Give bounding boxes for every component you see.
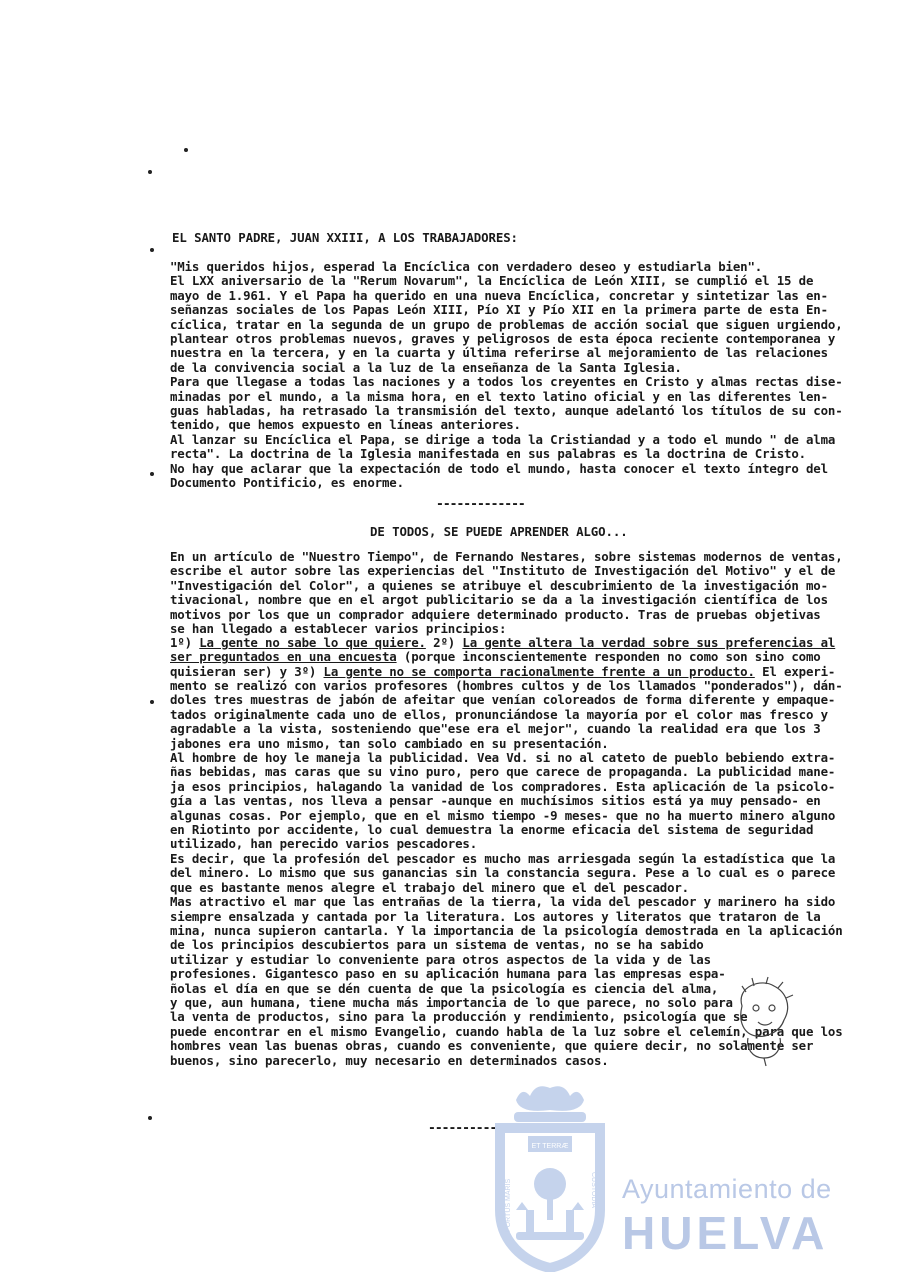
text-line: ñas bebidas, mas caras que su vino puro, pero que carece de propaganda. La publicidad mane-	[170, 764, 836, 780]
text-line: "Mis queridos hijos, esperad la Encíclica con verdadero deseo y estudiarla bien".	[170, 259, 763, 274]
text-line: tivacional, nombre que en el argot publicitario se da a la investigación científica de los	[170, 592, 828, 608]
text-line: No hay que aclarar que la expectación de todo el mundo, hasta conocer el texto íntegro del	[170, 460, 828, 476]
shield-text-top: ET TERRÆ	[531, 1143, 569, 1150]
speck-mark	[184, 148, 188, 152]
watermark-line-2: HUELVA	[622, 1207, 829, 1259]
text-line: de la convivencia social a la luz de la enseñanza de la Santa Iglesia.	[170, 359, 682, 375]
text-line: Para que llegase a todas las naciones y a todos los creyentes en Cristo y almas rectas dise-	[170, 374, 843, 390]
speck-mark	[148, 170, 152, 174]
text-line: y que, aun humana, tiene mucha más importancia de lo que parece, no solo para	[170, 994, 733, 1010]
text-line: plantear otros problemas nuevos, graves y peligrosos de esta época reciente contemporanea y	[170, 331, 836, 347]
text-line: profesiones. Gigantesco paso en su aplicación humana para las empresas espa-	[170, 966, 726, 982]
text-line: cíclica, tratar en la segunda de un grupo de problemas de acción social que siguen urgiendo,	[170, 316, 843, 332]
article-block-ventas	[170, 549, 843, 637]
text-line: utilizado, han perecido varios pescadores.	[170, 836, 478, 852]
text-line: Al hombre de hoy le maneja la publicidad. Vea Vd. si no al cateto de pueblo bebiendo extra-	[170, 750, 836, 766]
text-line: jabones era uno mismo, tan solo cambiado en su presentación.	[170, 735, 609, 751]
separator-line: -------------	[436, 497, 525, 512]
text-line: gía a las ventas, nos lleva a pensar -aunque en muchísimos sitios está ya muy pensado- en	[170, 793, 821, 809]
text-line: motivos por los que un comprador adquiere determinado producto. Tras de pruebas objetivas	[170, 606, 821, 622]
text-line: la venta de productos, sino para la producción y rendimiento, psicología que se	[170, 1009, 748, 1025]
text-line: puede encontrar en el mismo Evangelio, cuando habla de la luz sobre el celemín, para que los	[170, 1023, 843, 1039]
principle-2-cont: ser preguntados en una encuesta	[170, 649, 397, 665]
text-line: algunas cosas. Por ejemplo, que en el mismo tiempo -9 meses- que no ha muerto minero alguno	[170, 807, 836, 823]
text-line: ñolas el día en que se dén cuenta de que la psicología es ciencia del alma,	[170, 980, 719, 996]
text-line: El LXX aniversario de la "Rerum Novarum", la Encíclica de León XIII, se cumplió el 15 de	[170, 273, 814, 289]
article-block-encyclical	[170, 259, 843, 491]
shield-text-left: PORTUS MARIS	[505, 1178, 512, 1232]
heading-santo-padre: EL SANTO PADRE, JUAN XXIII, A LOS TRABAJADORES:	[172, 230, 518, 245]
text-line: mento se realizó con varios profesores (hombres cultos y de los llamados "ponderados"), dán-	[170, 678, 843, 693]
text-line: siempre ensalzada y cantada por la literatura. Los autores y literatos que trataron de la	[170, 908, 821, 924]
speck-mark	[150, 248, 154, 252]
text-line: del minero. Lo mismo que sus ganancias sin la constancia segura. Pese a lo cual es o parece	[170, 865, 836, 881]
speck-mark	[148, 1116, 152, 1120]
text-line: "Investigación del Color", a quienes se atribuye el descubrimiento de la investigación mo-	[170, 577, 828, 593]
watermark-line-1: Ayuntamiento de	[622, 1174, 832, 1204]
text-line: Al lanzar su Encíclica el Papa, se dirige a toda la Cristiandad y a todo el mundo " de alma	[170, 431, 836, 447]
text-line: recta". La doctrina de la Iglesia manifestada en sus palabras es la doctrina de Cristo.	[170, 446, 806, 462]
principle-3: La gente no se comporta racionalmente frente a un producto.	[323, 663, 755, 679]
text-line: que es bastante menos alegre el trabajo del minero que el del pescador.	[170, 879, 689, 895]
speck-mark	[150, 700, 154, 704]
principle-1: La gente no sabe lo que quiere.	[199, 635, 426, 650]
text-line: en Riotinto por accidente, lo cual demuestra la enorme eficacia del sistema de seguridad	[170, 822, 814, 838]
text-line: de los principios descubiertos para un sistema de ventas, no se ha sabido	[170, 937, 704, 953]
text-line: Documento Pontificio, es enorme.	[170, 475, 404, 491]
principles-line-1: 1º) La gente no sabe lo que quiere. 2º) La gente altera la verdad sobre sus preferencias al	[170, 635, 836, 650]
principle-2: La gente altera la verdad sobre sus preferencias al	[462, 635, 836, 650]
watermark-ayuntamiento-huelva	[480, 1082, 860, 1272]
text-line: nuestra en la tercera, y en la cuarta y última referirse al mejoramiento de las relaciones	[170, 345, 828, 361]
separator-line-2: -----------	[428, 1121, 504, 1136]
text-line: minadas por el mundo, a la misma hora, en el texto latino oficial y en las diferentes len-	[170, 388, 828, 404]
text-line: señanzas sociales de los Papas León XIII, Pío XI y Pío XII en la primera parte de esta En-	[170, 302, 828, 318]
doodle-face-sketch	[722, 976, 808, 1068]
shield-text-right: CUSTODIA	[590, 1172, 597, 1209]
text-line: Mas atractivo el mar que las entrañas de la tierra, la vida del pescador y marinero ha sido	[170, 894, 836, 910]
text-line: escribe el autor sobre las experiencias del "Instituto de Investigación del Motivo" y el de	[170, 563, 836, 579]
text-line: mayo de 1.961. Y el Papa ha querido en una nueva Encíclica, concretar y sintetizar las en-	[170, 287, 828, 303]
principles-block	[170, 635, 836, 679]
text-line: utilizar y estudiar lo conveniente para otros aspectos de la vida y de las	[170, 951, 711, 967]
huelva-coat-of-arms-icon	[486, 1082, 614, 1272]
text-line: agradable a la vista, sosteniendo que"ese era el mejor", cuando la realidad era que los 3	[170, 721, 821, 737]
text-line: buenos, sino parecerlo, muy necesario en determinados casos.	[170, 1052, 609, 1068]
text-line: En un artículo de "Nuestro Tiempo", de Fernando Nestares, sobre sistemas modernos de ventas,	[170, 549, 843, 564]
text-line: se han llegado a establecer varios principios:	[170, 621, 507, 637]
heading-aprender: DE TODOS, SE PUEDE APRENDER ALGO...	[370, 524, 628, 539]
principles-line-3: quisieran ser) y 3º) La gente no se comporta racionalmente frente a un producto. El experi-	[170, 663, 836, 679]
text-line: doles tres muestras de jabón de afeitar que venían coloreados de forma diferente y empaque-	[170, 692, 836, 708]
text-line: tenido, que hemos expuesto en líneas anteriores.	[170, 417, 521, 433]
principles-line-2: ser preguntados en una encuesta (porque inconscientemente responden no como son sino como	[170, 649, 821, 665]
text-line: guas habladas, ha retrasado la transmisión del texto, aunque adelantó los títulos de su con-	[170, 403, 843, 419]
text-line: hombres vean las buenas obras, cuando es conveniente, que quiere decir, no solamente ser	[170, 1038, 814, 1054]
text-line: mina, nunca supieron cantarla. Y la importancia de la psicología demostrada en la aplicación	[170, 922, 843, 938]
text-line: ja esos principios, halagando la vanidad de los compradores. Esta aplicación de la psicolo-	[170, 778, 836, 794]
text-line: tados originalmente cada uno de ellos, pronunciándose la mayoría por el color mas fresco y	[170, 706, 828, 722]
speck-mark	[150, 472, 154, 476]
text-line: Es decir, que la profesión del pescador es mucho mas arriesgada según la estadística que la	[170, 850, 836, 866]
